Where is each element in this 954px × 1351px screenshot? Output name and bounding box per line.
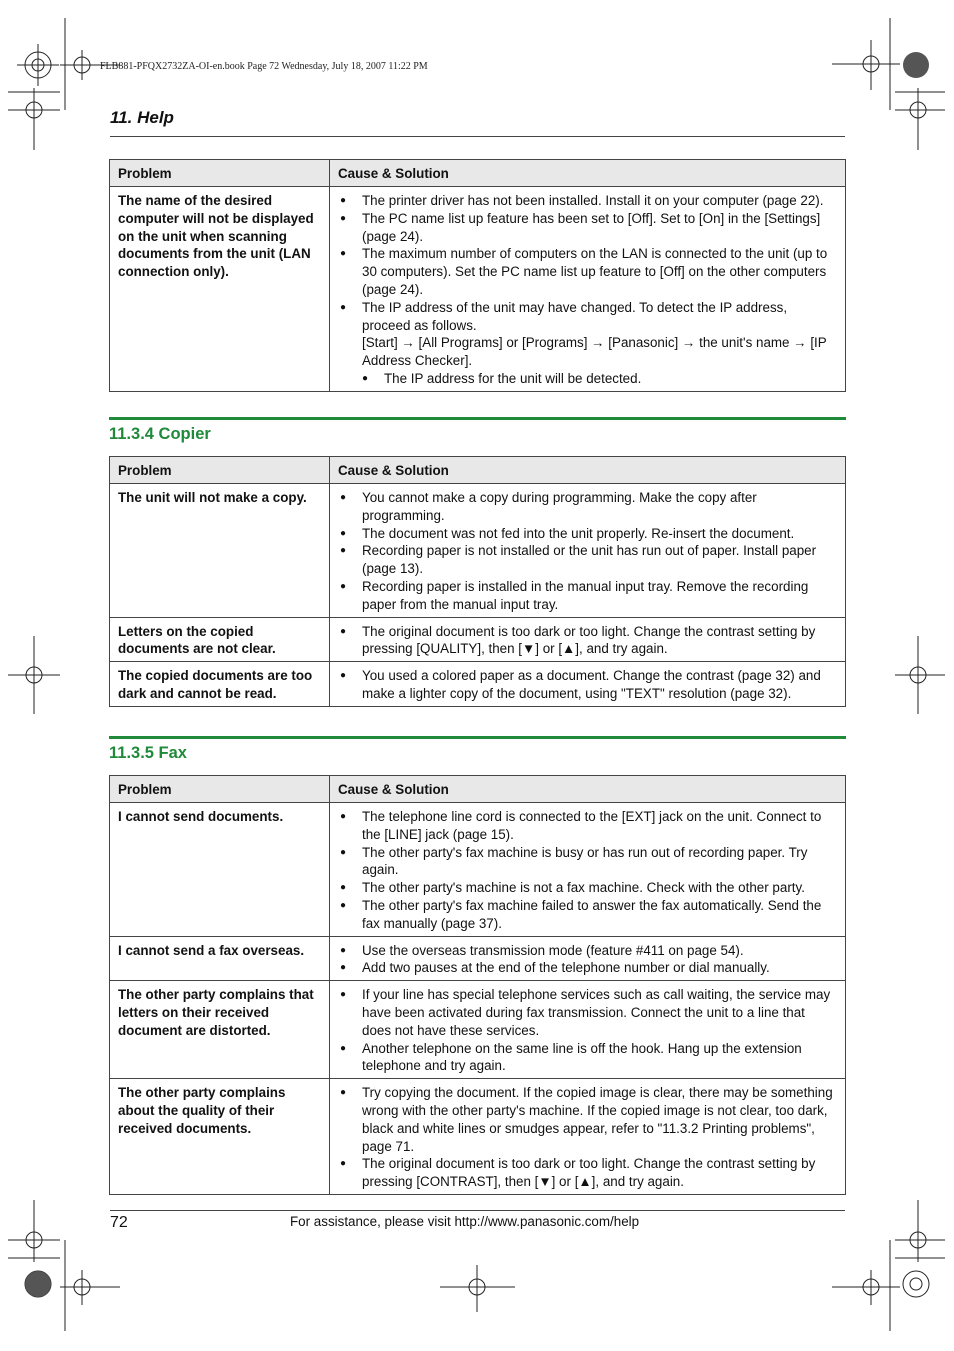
problem-cell: I cannot send a fax overseas. xyxy=(110,936,330,981)
list-item: ● The IP address of the unit may have changed. To detect the IP address, proceed as follows. xyxy=(340,299,837,335)
copier-problem-table xyxy=(109,456,846,707)
solution-list xyxy=(340,489,837,614)
solution-cell xyxy=(330,803,846,937)
solution-cell xyxy=(330,484,846,618)
problem-cell: Letters on the copied documents are not clear. xyxy=(110,617,330,662)
procedure-steps: [Start] → [All Programs] or [Programs] → [Panasonic] → the unit's name → [IP Address Checker]. xyxy=(362,335,827,369)
footer-divider xyxy=(110,1210,845,1211)
list-item: ● The document was not fed into the unit properly. Re-insert the document. xyxy=(340,525,837,543)
solution-list xyxy=(340,1084,837,1191)
cause-column-header: Cause & Solution xyxy=(330,160,846,187)
list-item: ● The maximum number of computers on the LAN is connected to the unit (up to 30 computers). Set the PC name list up feature to [Off] on the other computers (page 24). xyxy=(340,245,837,298)
list-item: ● The telephone line cord is connected to the [EXT] jack on the unit. Connect to the [LINE] jack (page 15). xyxy=(340,808,837,844)
table-row xyxy=(110,662,846,707)
solution-cell xyxy=(330,1079,846,1195)
list-item: ● The other party's fax machine is busy or has run out of recording paper. Try again. xyxy=(340,844,837,880)
problem-column-header: Problem xyxy=(110,160,330,187)
solution-cell xyxy=(330,981,846,1079)
solution-cell xyxy=(330,187,846,392)
list-item: ● The PC name list up feature has been set to [Off]. Set to [On] in the [Settings] (page 24). xyxy=(340,210,837,246)
list-item: ● The other party's fax machine failed to answer the fax automatically. Send the fax manually (page 37). xyxy=(340,897,837,933)
table-row xyxy=(110,617,846,662)
list-item: ● Another telephone on the same line is off the hook. Hang up the extension telephone and try again. xyxy=(340,1040,837,1076)
fax-problem-table xyxy=(109,775,846,1195)
section-title-copier: 11.3.4 Copier xyxy=(109,425,211,443)
problem-cell: The other party complains that letters on their received document are distorted. xyxy=(110,981,330,1079)
solution-list xyxy=(340,942,837,978)
list-item: ● The original document is too dark or too light. Change the contrast setting by pressing [CONTRAST], then [▼] or [▲], and try again. xyxy=(340,1155,837,1191)
problem-cell: I cannot send documents. xyxy=(110,803,330,937)
table-header-row xyxy=(110,776,846,803)
solution-list xyxy=(340,808,837,933)
section-title-fax: 11.3.5 Fax xyxy=(109,744,187,762)
solution-cell xyxy=(330,936,846,981)
list-item: ● You cannot make a copy during programming. Make the copy after programming. xyxy=(340,489,837,525)
list-item: ● Add two pauses at the end of the telephone number or dial manually. xyxy=(340,959,837,977)
list-item: ● The printer driver has not been installed. Install it on your computer (page 22). xyxy=(340,192,837,210)
solution-list xyxy=(340,623,837,659)
cause-column-header: Cause & Solution xyxy=(330,776,846,803)
table-row xyxy=(110,187,846,392)
list-item: ● The IP address for the unit will be detected. xyxy=(362,370,837,388)
list-item: ● Recording paper is not installed or the unit has run out of paper. Install paper (page 13). xyxy=(340,542,837,578)
table-header-row xyxy=(110,160,846,187)
problem-cell: The name of the desired computer will not be displayed on the unit when scanning documents from the unit (LAN connection only). xyxy=(110,187,330,392)
problem-cell: The other party complains about the quality of their received documents. xyxy=(110,1079,330,1195)
list-item: ● You used a colored paper as a document. Change the contrast (page 32) and make a lighter copy of the document, using "TEXT" resolution (page 32). xyxy=(340,667,837,703)
header-divider xyxy=(110,136,845,137)
footer-help-text: For assistance, please visit http://www.panasonic.com/help xyxy=(290,1214,640,1229)
chapter-header: 11. Help xyxy=(110,108,174,127)
cause-column-header: Cause & Solution xyxy=(330,457,846,484)
list-item: ● The original document is too dark or too light. Change the contrast setting by pressing [QUALITY], then [▼] or [▲], and try again. xyxy=(340,623,837,659)
solution-cell xyxy=(330,617,846,662)
solution-list xyxy=(340,192,837,334)
section-divider xyxy=(109,417,846,420)
problem-cell: The copied documents are too dark and cannot be read. xyxy=(110,662,330,707)
list-item: ● Recording paper is installed in the manual input tray. Remove the recording paper from the manual input tray. xyxy=(340,578,837,614)
section-divider xyxy=(109,736,846,739)
list-item: ● The other party's machine is not a fax machine. Check with the other party. xyxy=(340,879,837,897)
solution-list xyxy=(340,986,837,1075)
table-row xyxy=(110,936,846,981)
problem-column-header: Problem xyxy=(110,776,330,803)
solution-list xyxy=(340,667,837,703)
table-row xyxy=(110,1079,846,1195)
list-item: ● Use the overseas transmission mode (feature #411 on page 54). xyxy=(340,942,837,960)
lan-problem-table xyxy=(109,159,846,392)
solution-cell xyxy=(330,662,846,707)
list-item: ● If your line has special telephone services such as call waiting, the service may have been activated during fax transmission. Connect the unit to a line that does not have these services. xyxy=(340,986,837,1039)
table-row xyxy=(110,484,846,618)
table-row xyxy=(110,981,846,1079)
problem-column-header: Problem xyxy=(110,457,330,484)
problem-cell: The unit will not make a copy. xyxy=(110,484,330,618)
page-number: 72 xyxy=(110,1214,128,1231)
print-slug: FLB881-PFQX2732ZA-OI-en.book Page 72 Wednesday, July 18, 2007 11:22 PM xyxy=(100,61,428,72)
list-item: ● Try copying the document. If the copied image is clear, there may be something wrong with the other party's machine. If the copied image is not clear, too dark, black and white lines or smudges appear, refer to "11.3.2 Printing problems", page 71. xyxy=(340,1084,837,1155)
table-row xyxy=(110,803,846,937)
table-header-row xyxy=(110,457,846,484)
sub-list xyxy=(340,370,837,388)
